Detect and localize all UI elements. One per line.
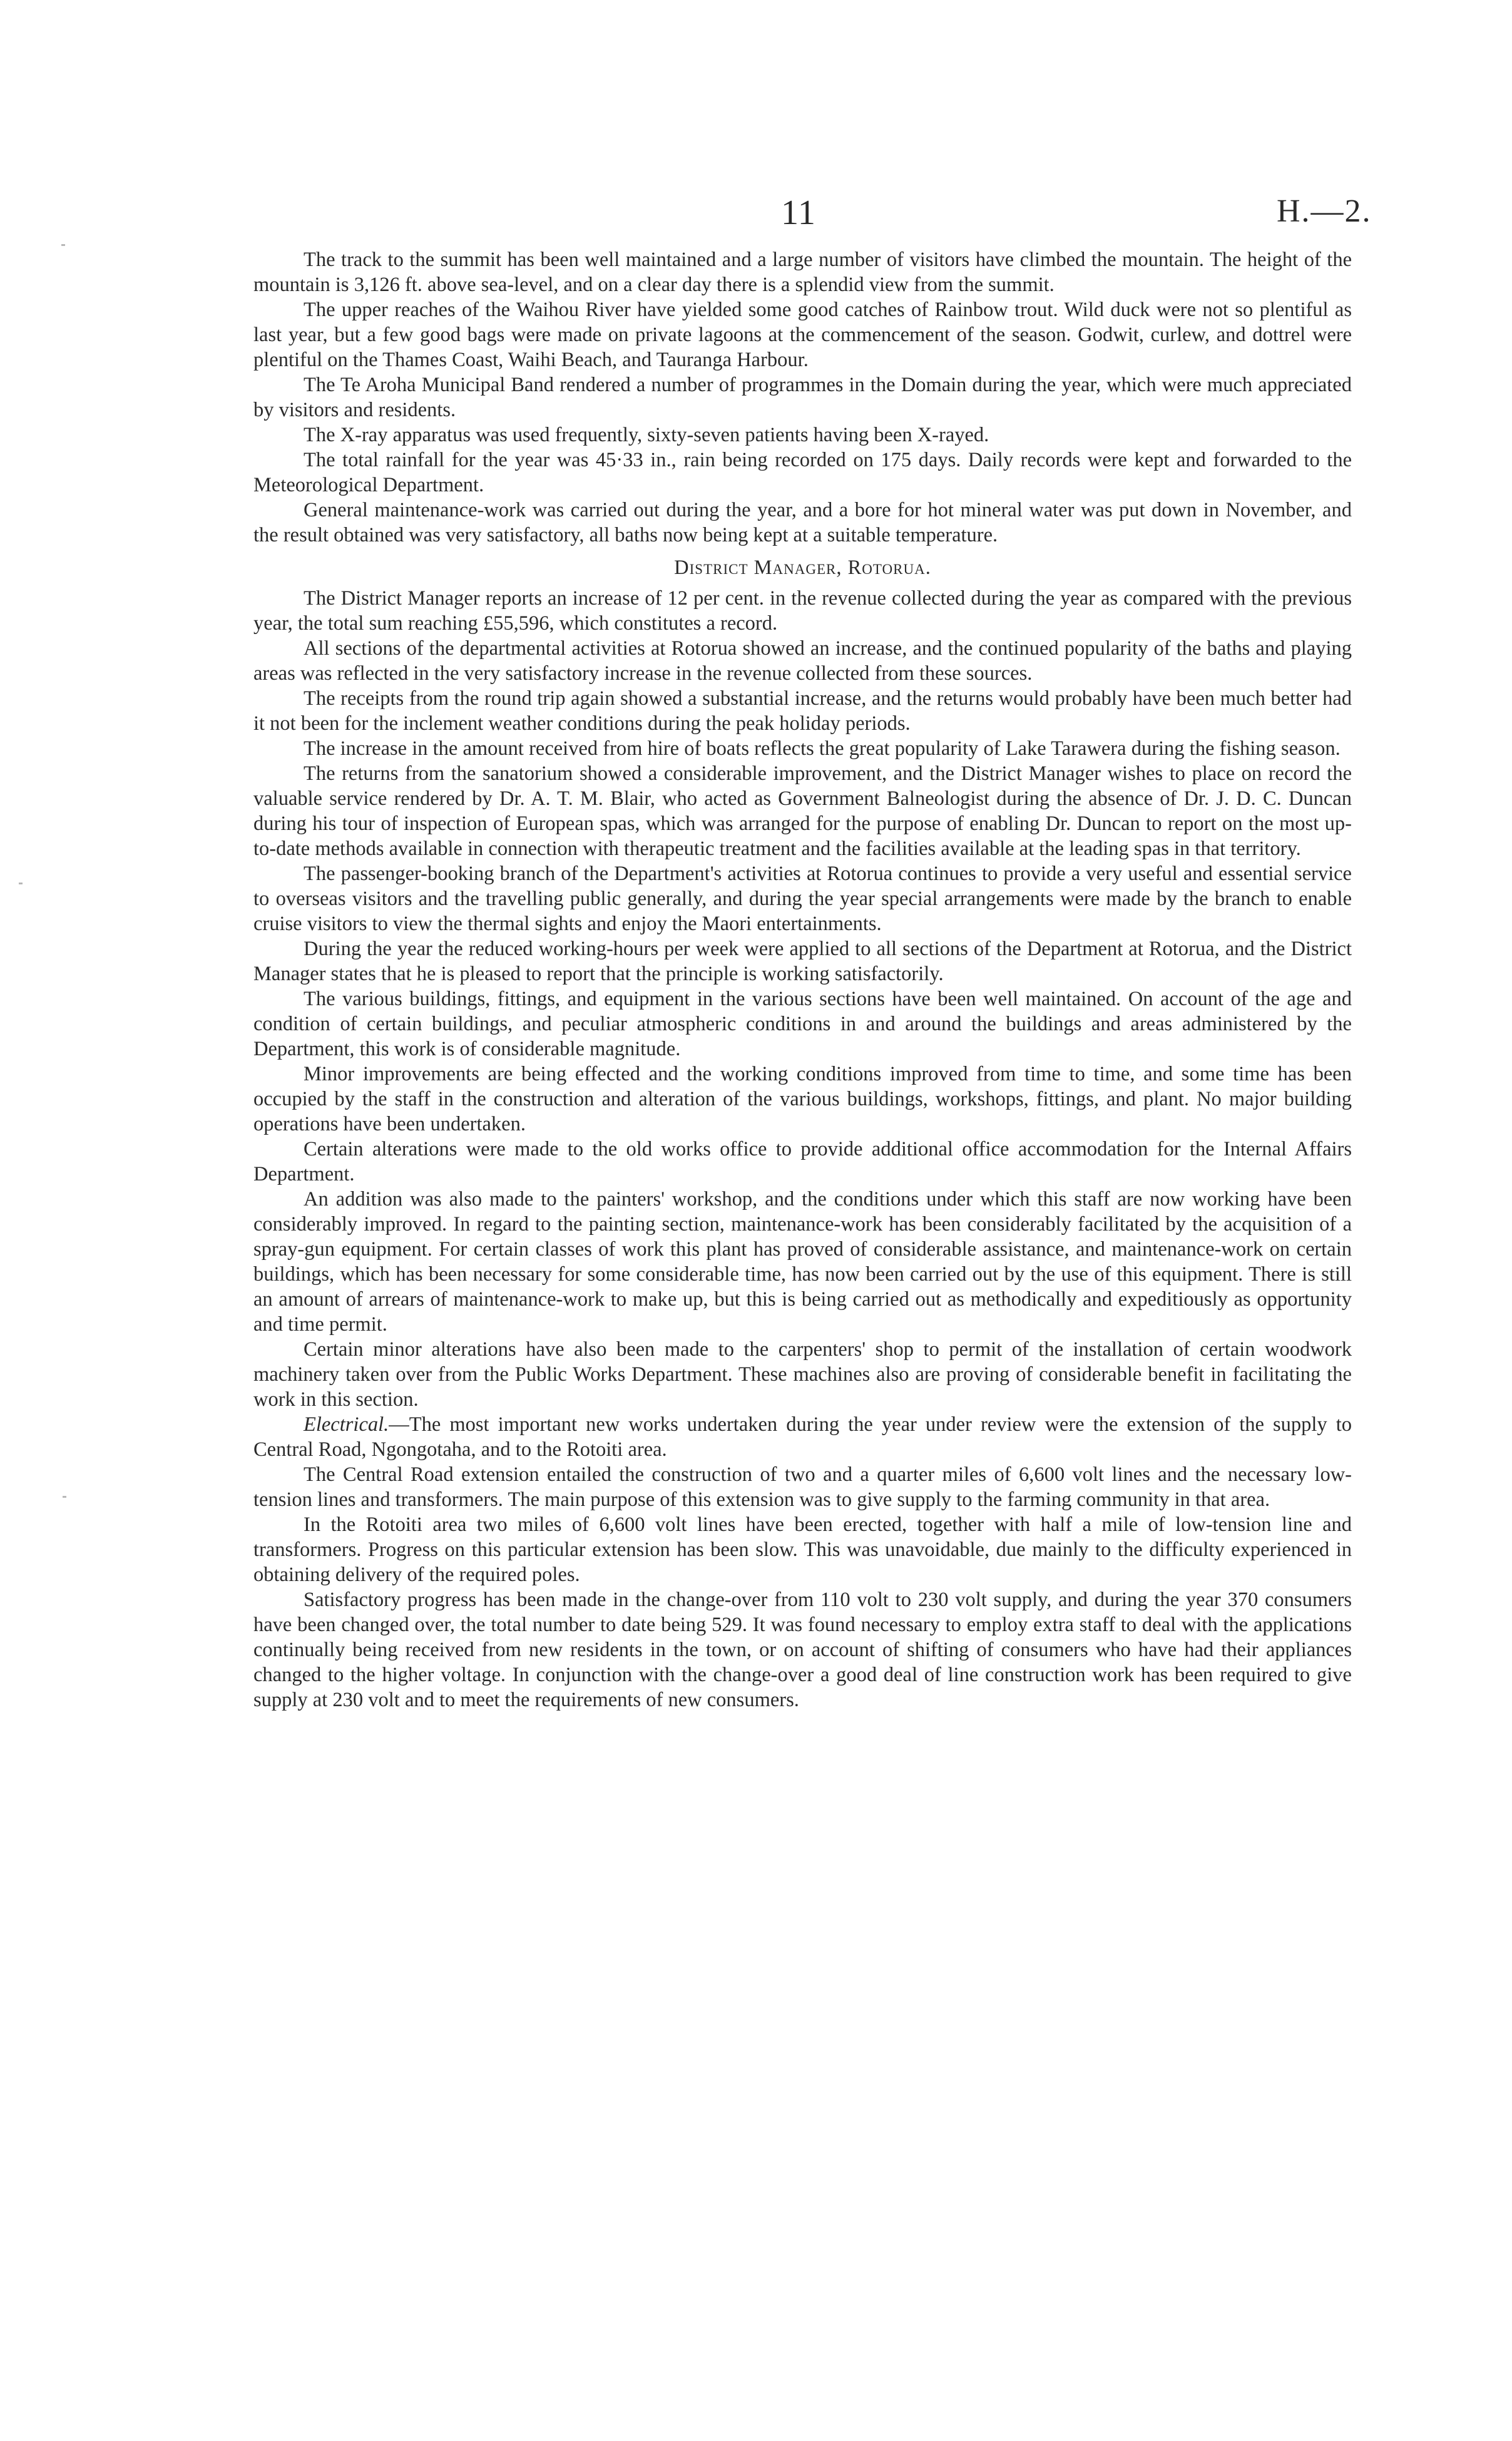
margin-speck (61, 244, 65, 246)
paragraph: All sections of the departmental activities at Rotorua showed an increase, and the continued popularity of the baths and playing areas was reflected in the very satisfactory increase in the revenue collected from these sources. (253, 637, 1352, 685)
paragraph: The receipts from the round trip again showed a substantial increase, and the returns would probably have been much better had it not been for the inclement weather conditions during the peak holiday periods. (253, 687, 1352, 735)
paragraph: Minor improvements are being effected and the working conditions improved from time to time, and some time has been occupied by the staff in the construction and alteration of the various buildings, workshops, fittings, and plant. No major building operations have been undertaken. (253, 1063, 1352, 1135)
margin-speck (19, 883, 23, 884)
paragraph: The Te Aroha Municipal Band rendered a number of programmes in the Domain during the year, which were much appreciated by visitors and residents. (253, 374, 1352, 421)
paragraph: In the Rotoiti area two miles of 6,600 volt lines have been erected, together with half a mile of low-tension line and transformers. Progress on this particular extension has been slow. This was unavoidable, due mainly to the difficulty experienced in obtaining delivery of the required poles. (253, 1513, 1352, 1586)
section-heading: District Manager, Rotorua. (674, 556, 931, 579)
paragraph: The Central Road extension entailed the construction of two and a quarter miles of 6,600 volt lines and the necessary low-tension lines and transformers. The main purpose of this extension was to give supply to the farming community in that area. (253, 1463, 1352, 1511)
document-reference: H.—2. (1277, 193, 1372, 229)
paragraph: The various buildings, fittings, and equipment in the various sections have been well maintained. On account of the age and condition of certain buildings, and peculiar atmospheric conditions in and around the buildings and areas administered by the Department, this work is of considerable magnitude. (253, 988, 1352, 1060)
paragraph: The District Manager reports an increase of 12 per cent. in the revenue collected during the year as compared with the previous year, the total sum reaching £55,596, which constitutes a record. (253, 587, 1352, 635)
paragraph: The returns from the sanatorium showed a considerable improvement, and the District Manager wishes to place on record the valuable service rendered by Dr. A. T. M. Blair, who acted as Government Balneologist during the absence of Dr. J. D. C. Duncan during his tour of inspection of European spas, which was arranged for the purpose of enabling Dr. Duncan to report on the most up-to-date methods available in connection with therapeutic treatment and the facilities available at the leading spas in that territory. (253, 762, 1352, 860)
paragraph: An addition was also made to the painters' workshop, and the conditions under which this staff are now working have been considerably improved. In regard to the painting section, maintenance-work has been considerably facilitated by the acquisition of a spray-gun equipment. For certain classes of work this plant has proved of considerable assistance, and maintenance-work on certain buildings, which has been necessary for some considerable time, has now been carried out by the use of this equipment. There is still an amount of arrears of maintenance-work to make up, but this is being carried out as methodically and expeditiously as opportunity and time permit. (253, 1188, 1352, 1336)
paragraph: The X-ray apparatus was used frequently, sixty-seven patients having been X-rayed. (304, 424, 989, 446)
electrical-text: —The most important new works undertaken during the year under review were the extension of the supply to Central Road, Ngongotaha, and to the Rotoiti area. (253, 1413, 1352, 1461)
paragraph: Certain minor alterations have also been made to the carpenters' shop to permit of the installation of certain woodwork machinery taken over from the Public Works Department. These machines also are proving of considerable benefit in facilitating the work in this section. (253, 1338, 1352, 1411)
paragraph: The passenger-booking branch of the Department's activities at Rotorua continues to provide a very useful and essential service to overseas visitors and the travelling public generally, and during the year special arrangements were made by the branch to enable cruise visitors to view the thermal sights and enjoy the Maori entertainments. (253, 862, 1352, 935)
paragraph: The total rainfall for the year was 45·33 in., rain being recorded on 175 days. Daily records were kept and forwarded to the Meteorological Department. (253, 449, 1352, 496)
paragraph: Satisfactory progress has been made in the change-over from 110 volt to 230 volt supply, and during the year 370 consumers have been changed over, the total number to date being 529. It was found necessary to employ extra staff to deal with the applications continually being received from new residents in the town, or on account of shifting of consumers who have had their appliances changed to the higher voltage. In conjunction with the change-over a good deal of line construction work has been required to give supply at 230 volt and to meet the requirements of new consumers. (253, 1589, 1352, 1711)
paragraph: Certain alterations were made to the old works office to provide additional office accommodation for the Internal Affairs Department. (253, 1138, 1352, 1185)
paragraph: The track to the summit has been well maintained and a large number of visitors have climbed the mountain. The height of the mountain is 3,126 ft. above sea-level, and on a clear day there is a splendid view from the summit. (253, 248, 1352, 296)
paragraph: General maintenance-work was carried out during the year, and a bore for hot mineral water was put down in November, and the result obtained was very satisfactory, all baths now being kept at a suitable temperature. (253, 499, 1352, 546)
paragraph: During the year the reduced working-hours per week were applied to all sections of the Department at Rotorua, and the District Manager states that he is pleased to report that the principle is working satisfactorily. (253, 938, 1352, 985)
electrical-run-in-heading: Electrical. (304, 1413, 389, 1436)
paragraph: The increase in the amount received from hire of boats reflects the great popularity of Lake Tarawera during the fishing season. (304, 737, 1341, 760)
margin-speck (63, 1496, 66, 1498)
document-body (253, 247, 1352, 1712)
electrical-paragraph (253, 1412, 1352, 1462)
page-number: 11 (781, 193, 816, 232)
paragraph: The upper reaches of the Waihou River have yielded some good catches of Rainbow trout. Wild duck were not so plentiful as last year, but a few good bags were made on private lagoons at the commencement of the season. Godwit, curlew, and dottrel were plentiful on the Thames Coast, Waihi Beach, and Tauranga Harbour. (253, 299, 1352, 371)
